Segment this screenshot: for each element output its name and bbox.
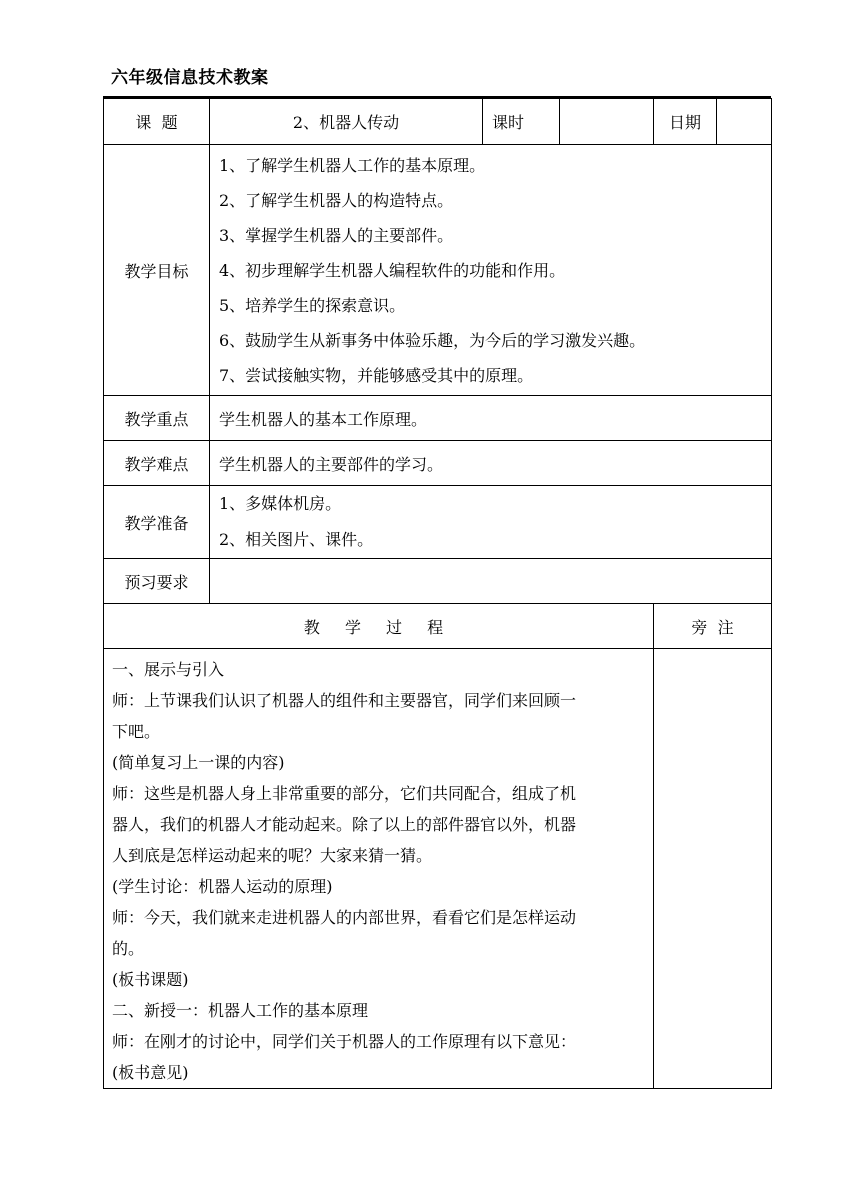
process-line: (板书课题)	[112, 970, 189, 989]
difficulty-row	[104, 441, 772, 486]
process-body-row	[104, 649, 772, 1089]
process-line: (学生讨论：机器人运动的原理)	[112, 877, 333, 896]
process-line: 的。	[112, 939, 145, 958]
process-header-row	[104, 604, 772, 649]
key-point-label: 教学重点	[104, 396, 210, 441]
objectives-label: 教学目标	[104, 145, 210, 396]
process-line: 一、展示与引入	[112, 660, 225, 679]
preparation-item: 2、相关图片、课件。	[219, 530, 374, 549]
process-line: (简单复习上一课的内容)	[112, 753, 285, 772]
objectives-row	[104, 145, 772, 396]
process-body	[104, 649, 654, 1089]
date-value	[717, 99, 772, 145]
notes-header: 旁 注	[654, 604, 772, 649]
key-point-value: 学生机器人的基本工作原理。	[210, 396, 772, 441]
process-line: (板书意见)	[112, 1063, 189, 1082]
period-value	[560, 99, 654, 145]
lesson-plan-table	[103, 98, 772, 1089]
difficulty-label: 教学难点	[104, 441, 210, 486]
process-line: 师：这些是机器人身上非常重要的部分，它们共同配合，组成了机	[112, 784, 577, 803]
objective-item: 2、了解学生机器人的构造特点。	[219, 190, 454, 210]
preview-value	[210, 559, 772, 604]
topic-row	[104, 99, 772, 145]
date-label: 日期	[654, 99, 717, 145]
period-label: 课时	[483, 99, 560, 145]
process-line: 师：今天，我们就来走进机器人的内部世界，看看它们是怎样运动	[112, 908, 577, 927]
process-line: 人到底是怎样运动起来的呢？大家来猜一猜。	[112, 846, 433, 865]
objectives-list	[210, 145, 772, 396]
objective-item: 4、初步理解学生机器人编程软件的功能和作用。	[219, 260, 566, 280]
process-line: 二、新授一：机器人工作的基本原理	[112, 1001, 369, 1020]
difficulty-value: 学生机器人的主要部件的学习。	[210, 441, 772, 486]
objective-item: 6、鼓励学生从新事务中体验乐趣，为今后的学习激发兴趣。	[219, 330, 646, 350]
key-point-row	[104, 396, 772, 441]
process-line: 器人，我们的机器人才能动起来。除了以上的部件器官以外，机器	[112, 815, 577, 834]
document-heading: 六年级信息技术教案	[111, 68, 269, 88]
notes-body	[654, 649, 772, 1089]
preparation-row	[104, 486, 772, 559]
process-line: 师：上节课我们认识了机器人的组件和主要器官，同学们来回顾一	[112, 691, 577, 710]
preview-row	[104, 559, 772, 604]
preparation-list	[210, 486, 772, 559]
objective-item: 1、了解学生机器人工作的基本原理。	[219, 155, 486, 175]
preview-label: 预习要求	[104, 559, 210, 604]
topic-label: 课 题	[104, 99, 210, 145]
process-line: 下吧。	[112, 722, 161, 741]
topic-value: 2、机器人传动	[210, 99, 483, 145]
preparation-item: 1、多媒体机房。	[219, 494, 342, 513]
process-line: 师：在刚才的讨论中，同学们关于机器人的工作原理有以下意见：	[112, 1032, 577, 1051]
objective-item: 7、尝试接触实物，并能够感受其中的原理。	[219, 365, 534, 385]
objective-item: 5、培养学生的探索意识。	[219, 295, 406, 315]
preparation-label: 教学准备	[104, 486, 210, 559]
process-header: 教 学 过 程	[104, 604, 654, 649]
objective-item: 3、掌握学生机器人的主要部件。	[219, 225, 454, 245]
